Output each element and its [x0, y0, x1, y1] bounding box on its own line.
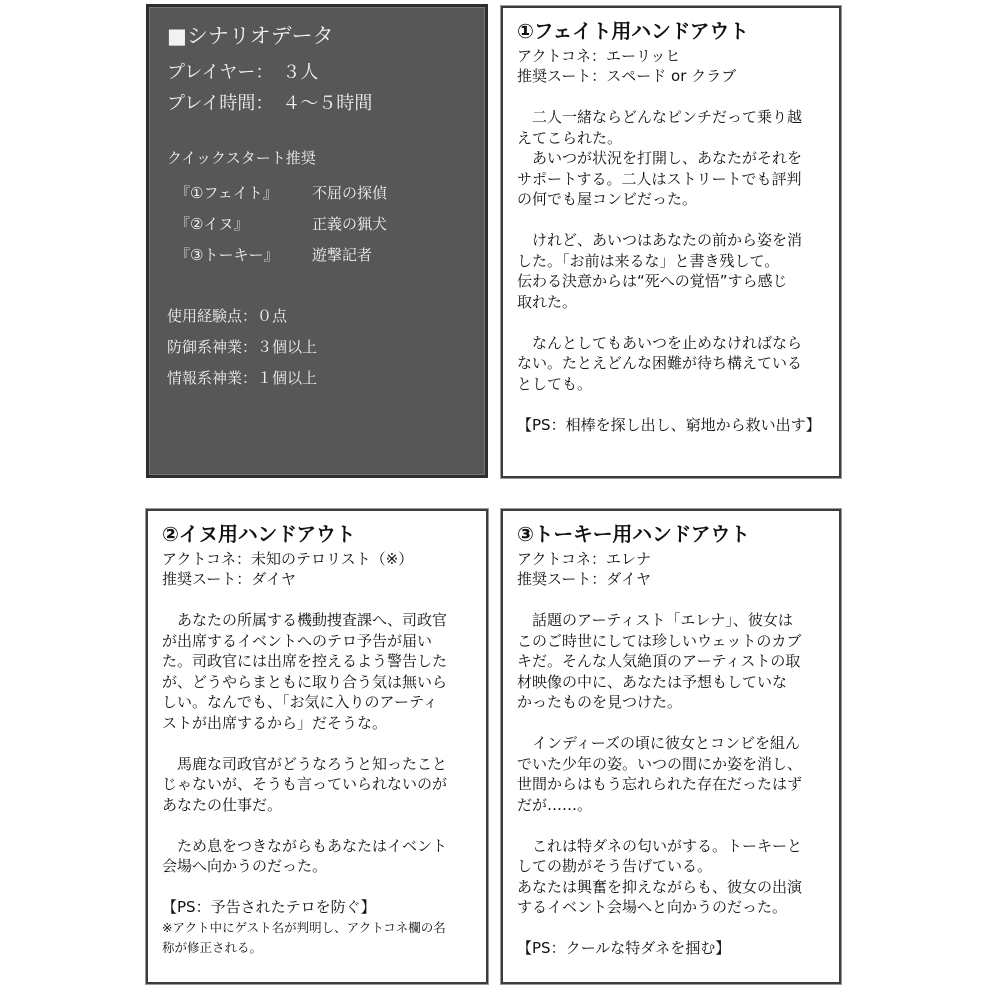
- quickstart-heading: クイックスタート推奨: [167, 149, 316, 167]
- handout-ps: 【PS：クールな特ダネを掴む】: [517, 939, 731, 957]
- quickstart-name: 『②イヌ』: [175, 215, 249, 233]
- quickstart-row: [167, 240, 485, 271]
- player-count: プレイヤー： ３人: [167, 62, 319, 83]
- handout-body: [162, 610, 474, 877]
- stat-defense: 防御系神業：３個以上: [167, 338, 318, 356]
- handout-paragraph: 二人一緒ならどんなピンチだって乗り越 えてこられた。 あいつが状況を打開し、あなたがそれを サポートする。二人はストリートでも評判 の何でも屋コンビだった。: [517, 108, 803, 208]
- handout-paragraph: ため息をつきながらもあなたはイベント 会場へ向かうのだった。: [162, 836, 448, 875]
- handout-body: [517, 107, 827, 394]
- handout-paragraph: あなたの所属する機動捜査課へ、司政官 が出席するイベントへのテロ予告が届い た。司政官には出席を控えるよう警告した が、どうやらまともに取り合う気は無いら しい。なんでも、「お気に入りのアーティ ストが出席するから」だそうな。: [162, 611, 448, 732]
- handout-fate: [501, 6, 841, 478]
- handout-title: ①フェイト用ハンドアウト: [517, 19, 749, 43]
- quickstart-role: 不屈の探偵: [312, 184, 388, 202]
- stat-exp: 使用経験点：０点: [167, 307, 288, 325]
- scenario-title: ■シナリオデータ: [167, 24, 334, 48]
- handout-note: ※アクト中にゲスト名が判明し、アクトコネ欄の名 称が修正される。: [162, 919, 446, 955]
- stats-list: [167, 301, 485, 394]
- stat-info: 情報系神業：１個以上: [167, 369, 318, 387]
- handout-talkie: [501, 509, 841, 984]
- handout-inu: [146, 509, 488, 984]
- quickstart-name: 『③トーキー』: [175, 246, 279, 264]
- handout-actcone: アクトコネ：エレナ: [517, 550, 651, 568]
- quickstart-role: 遊撃記者: [312, 246, 373, 264]
- handout-paragraph: 馬鹿な司政官がどうなろうと知ったこと じゃないが、そうも言っていられないのが あなたの仕事だ。: [162, 754, 448, 814]
- handout-suit: 推奨スート：スペード or クラブ: [517, 67, 737, 85]
- handout-ps: 【PS：相棒を探し出し、窮地から救い出す】: [517, 415, 821, 434]
- handout-actcone: アクトコネ：未知のテロリスト（※）: [162, 550, 414, 568]
- handout-suit: 推奨スート：ダイヤ: [517, 570, 651, 588]
- scenario-data-panel: [146, 4, 488, 478]
- play-time: プレイ時間： ４～５時間: [167, 93, 373, 114]
- handout-title: ③トーキー用ハンドアウト: [517, 522, 750, 546]
- quickstart-row: [167, 209, 485, 240]
- handout-paragraph: なんとしてもあいつを止めなければなら ない。たとえどんな困難が待ち構えている としても。: [517, 333, 803, 393]
- handout-body: [517, 610, 827, 918]
- handout-ps: 【PS：予告されたテロを防ぐ】: [162, 898, 376, 916]
- handout-paragraph: これは特ダネの匂いがする。トーキーと しての勘がそう告げている。 あなたは興奮を抑えながらも、彼女の出演 するイベント会場へと向かうのだった。: [517, 836, 803, 916]
- quickstart-name: 『①フェイト』: [175, 184, 278, 202]
- handout-title: ②イヌ用ハンドアウト: [162, 522, 356, 546]
- handout-suit: 推奨スート：ダイヤ: [162, 570, 296, 588]
- quickstart-role: 正義の猟犬: [312, 215, 388, 233]
- handout-paragraph: インディーズの頃に彼女とコンビを組ん でいた少年の姿。いつの間にか姿を消し、 世間からはもう忘れられた存在だったはず だが……。: [517, 734, 803, 814]
- handout-paragraph: けれど、あいつはあなたの前から姿を消 した。「お前は来るな」と書き残して。 伝わる決意からは“死への覚悟”すら感じ 取れた。: [517, 231, 803, 311]
- quickstart-row: [167, 178, 485, 209]
- handout-paragraph: 話題のアーティスト「エレナ」、彼女は このご時世にしては珍しいウェットのカブ キだ。そんな人気絶頂のアーティストの取 材映像の中に、あなたは予想もしていな かったものを見つけた。: [517, 611, 802, 711]
- handout-actcone: アクトコネ：エーリッヒ: [517, 47, 681, 65]
